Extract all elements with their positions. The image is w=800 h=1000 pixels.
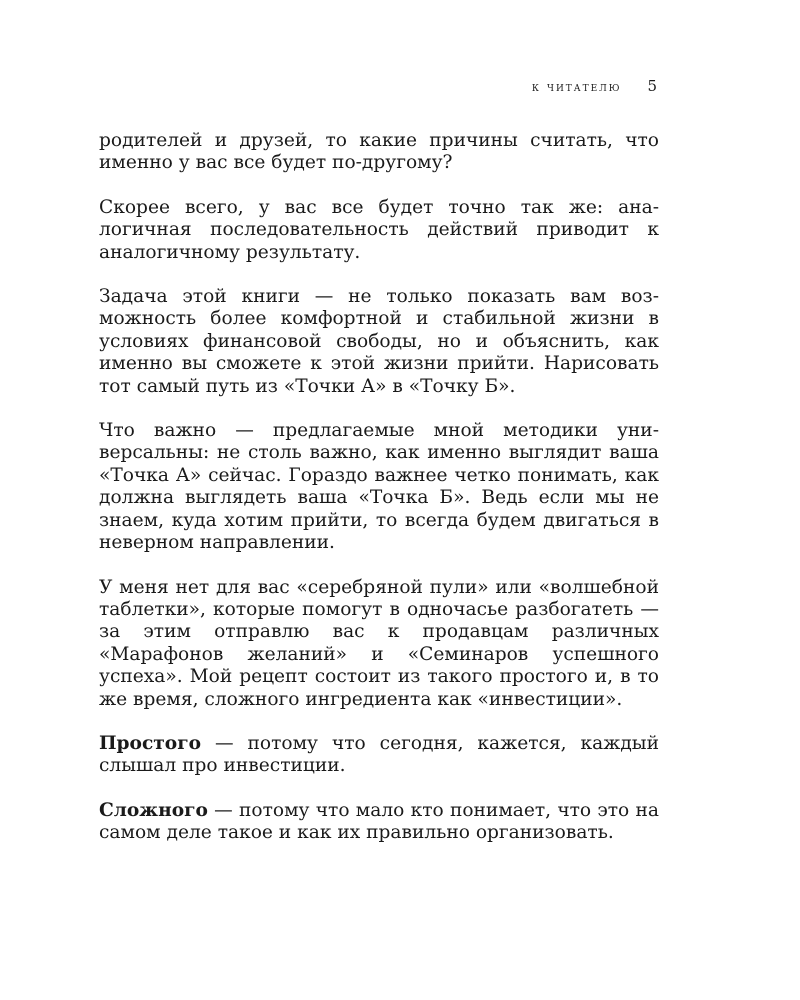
paragraph-text: родителей и друзей, то какие причины считать, что именно у вас все будет по-другому?	[99, 130, 659, 174]
page-number: 5	[647, 77, 657, 95]
paragraph-text: У меня нет для вас «серебряной пули» или «волшебной таблетки», которые помогут в одночасье разбогатеть — за этим отправлю вас к продавцам различных «Марафонов желаний» и «Семинаров успешного успеха». Мой рецепт состоит из такого простого и, в то же время, сложного ингредиента как «инвестиции».	[99, 576, 659, 710]
paragraph-text: — потому что мало кто понимает, что это на самом деле такое и как их правильно организовать.	[99, 799, 659, 844]
running-head: к читателю	[531, 80, 622, 95]
page-header	[532, 77, 657, 95]
body-text	[99, 130, 659, 867]
paragraph-1	[99, 130, 659, 175]
paragraph-text: Что важно — предлагаемые мной методики универсальны: не столь важно, как именно выглядит ваша «Точка А» сейчас. Гораздо важнее четко понимать, как должна выглядеть ваша «Точка Б». Ведь если мы не знаем, куда хотим прийти, то всегда будем двигаться в неверном направлении.	[99, 420, 659, 554]
paragraph-5	[99, 577, 659, 711]
paragraph-text: — потому что сегодня, кажется, каждый слышал про инвестиции.	[99, 732, 659, 777]
bold-lead-word: Простого	[99, 732, 202, 754]
paragraph-4	[99, 420, 659, 554]
paragraph-text: Скорее всего, у вас все будет точно так же: аналогичная последовательность действий приводит к аналогичному результату.	[99, 196, 659, 263]
bold-lead-word: Сложного	[99, 799, 208, 821]
paragraph-6	[99, 733, 659, 778]
paragraph-7	[99, 800, 659, 845]
paragraph-3	[99, 286, 659, 398]
paragraph-2	[99, 197, 659, 264]
paragraph-text: Задача этой книги — не только показать вам возможность более комфортной и стабильной жизни в условиях финансовой свободы, но и объяснить, как именно вы сможете к этой жизни прийти. Нарисовать тот самый путь из «Точки А» в «Точку Б».	[99, 286, 659, 397]
